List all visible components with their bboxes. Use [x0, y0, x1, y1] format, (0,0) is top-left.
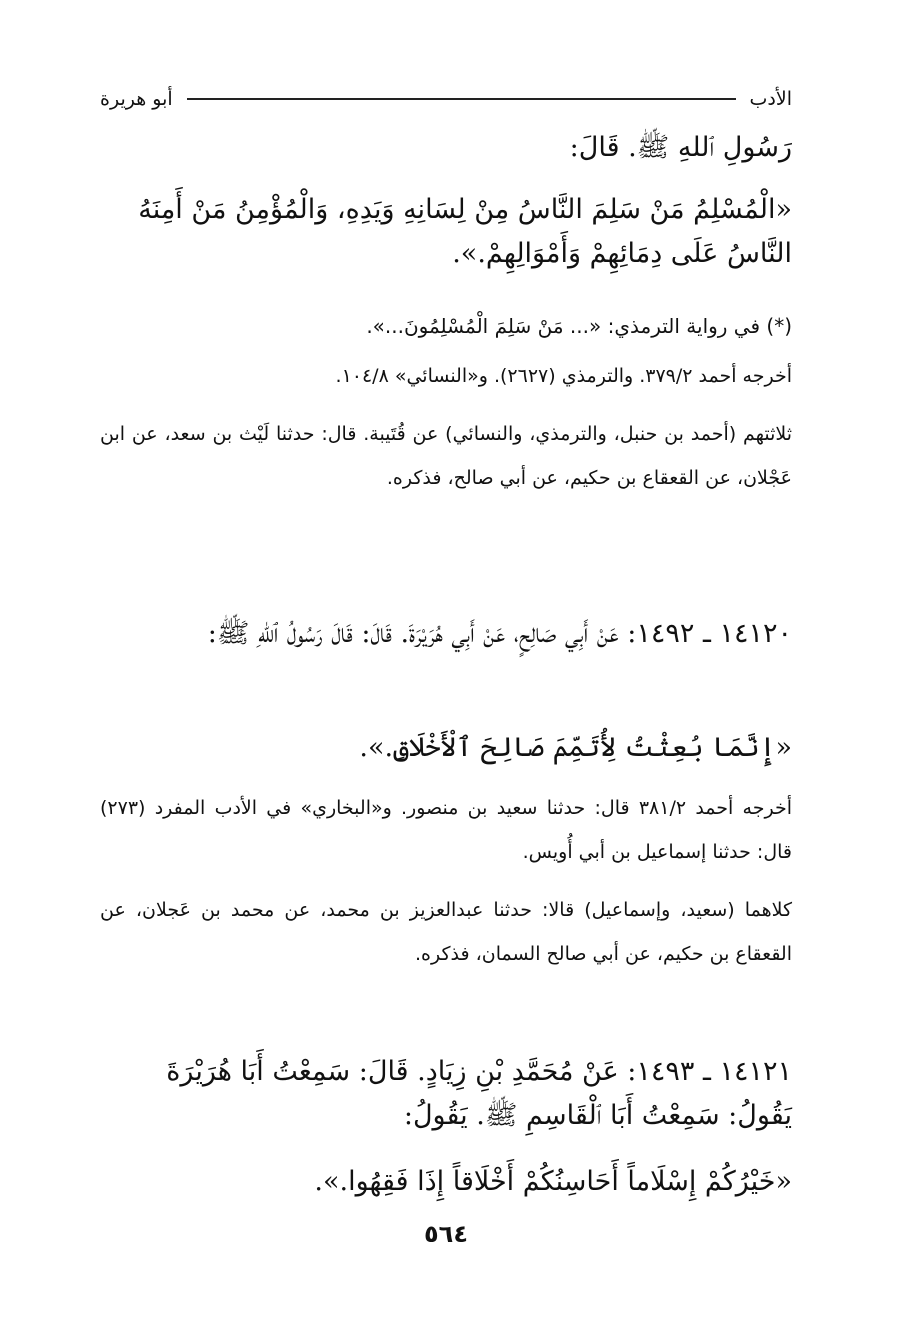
- header-chapter-title: الأدب: [749, 88, 792, 110]
- header-rule: [187, 98, 736, 100]
- takhrij-reference: أخرجه أحمد ٣٧٩/٢. والترمذي (٢٦٢٧). و«النسائي» ١٠٤/٨.: [335, 365, 792, 387]
- hadith-isnad: ١٤١٢١ ـ ١٤٩٣: عَنْ مُحَمَّدِ بْنِ زِيَادٍ. قَالَ: سَمِعْتُ أَبَا هُرَيْرَةَ يَقُولُ: سَمِعْتُ أَبَا ٱلْقَاسِمِ ﷺ. يَقُولُ:: [166, 1056, 792, 1131]
- book-page: [100, 0, 792, 1343]
- header-narrator-name: أبو هريرة: [100, 88, 173, 110]
- hadith-text: «إِنَّمَا بُعِثْتُ لِأُتَمِّمَ صَالِحَ ٱلْأَخْلَاقِ.».: [359, 732, 792, 763]
- isnad-reference: كلاهما (سعيد، وإسماعيل) قالا: حدثنا عبدالعزيز بن محمد، عن محمد بن عَجلان، عن القعقاع بن حكيم، عن أبي صالح السمان، فذكره.: [100, 899, 792, 965]
- isnad-reference: ثلاثتهم (أحمد بن حنبل، والترمذي، والنسائي) عن قُتَيبة. قال: حدثنا لَيْث بن سعد، عن ابن عَجْلان، عن القعقاع بن حكيم، عن أبي صالح، فذكره.: [100, 423, 792, 489]
- hadith-continuation: رَسُولِ ٱللهِ ﷺ. قَالَ:: [569, 132, 792, 163]
- running-header: [100, 86, 792, 112]
- hadith-text: «خَيْرُكُمْ إِسْلَاماً أَحَاسِنُكُمْ أَخْلَاقاً إِذَا فَقِهُوا.».: [314, 1166, 792, 1197]
- hadith-text: «الْمُسْلِمُ مَنْ سَلِمَ النَّاسُ مِنْ لِسَانِهِ وَيَدِهِ، وَالْمُؤْمِنُ مَنْ أَمِنَهُ النَّاسُ عَلَى دِمَائِهِمْ وَأَمْوَالِهِمْ.».: [138, 194, 792, 269]
- takhrij-reference: أخرجه أحمد ٣٨١/٢ قال: حدثنا سعيد بن منصور. و«البخاري» في الأدب المفرد (٢٧٣) قال: حدثنا إسماعيل بن أبي أُويس.: [100, 797, 792, 863]
- variant-note: (*) في رواية الترمذي: «... مَنْ سَلِمَ الْمُسْلِمُونَ...».: [366, 314, 792, 338]
- hadith-isnad: ١٤١٢٠ ـ ١٤٩٢: عَنْ أَبِي صَالِحٍ، عَنْ أَبِي هُرَيْرَةَ. قَالَ: قَالَ رَسُولُ ٱللهِ ﷺ:: [207, 618, 792, 649]
- page-number: ٥٦٤: [424, 1220, 468, 1248]
